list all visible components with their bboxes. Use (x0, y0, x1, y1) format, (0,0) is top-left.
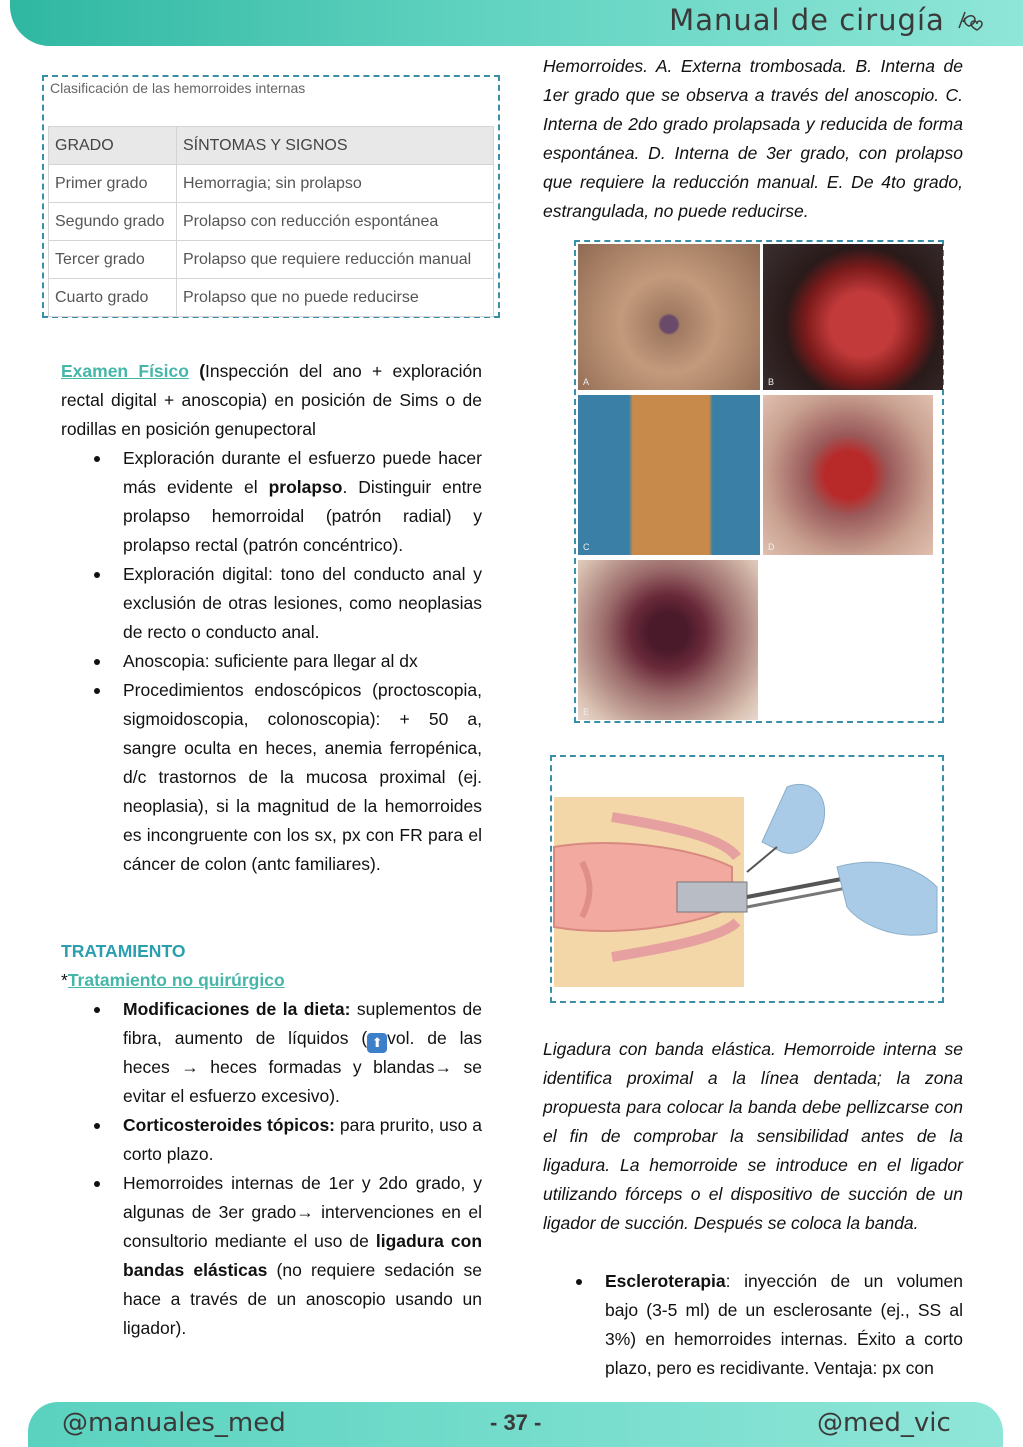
figure2-caption: Ligadura con banda elástica. Hemorroide interna se identifica proximal a la línea dentada; la zona propuesta para colocar la banda debe pellizcarse con el fin de comprobar la sensibilidad antes de la ligadura. La hemorroide se introduce en el ligador utilizando fórceps o el dispositivo de succión de un ligador de succión. Después se coloca la banda. (543, 1039, 963, 1233)
photo-label: A (583, 377, 590, 387)
list-item: Hemorroides internas de 1er y 2do grado, y algunas de 3er grado→ intervenciones en el consultorio mediante el uso de ligadura con bandas elásticas (no requiere sedación se hace a través de un anoscopio usando un ligador). (61, 1169, 482, 1343)
sclerotherapy-section (543, 1267, 963, 1383)
header-cell: GRADO (49, 127, 177, 165)
footer-handle-left: @manuales_med (62, 1408, 286, 1438)
table-row (49, 279, 494, 317)
grade-cell: Tercer grado (49, 241, 177, 279)
photo-label: D (768, 542, 775, 552)
exam-title-link[interactable]: Examen Físico (61, 361, 189, 381)
list-item: Escleroterapia: inyección de un volumen bajo (3-5 ml) de un esclerosante (ej., SS al 3%) en hemorroides internas. Éxito a corto plazo, pero es recidivante. Ventaja: px con (543, 1267, 963, 1383)
photo-label: E (583, 707, 590, 717)
table-row (49, 241, 494, 279)
heart-signature-icon (955, 8, 983, 32)
footer-handle-right: @med_vic (817, 1408, 951, 1438)
photo-c (578, 395, 760, 555)
symptom-cell: Prolapso que no puede reducirse (177, 279, 494, 317)
symptom-cell: Prolapso con reducción espontánea (177, 203, 494, 241)
photo-d (763, 395, 933, 555)
page-number: - 37 - (490, 1410, 542, 1435)
table-caption: Clasificación de las hemorroides internas (50, 80, 306, 96)
classification-table (48, 126, 494, 317)
band-ligation-illustration (550, 755, 944, 1003)
exam-list (61, 444, 482, 879)
photo-a (578, 244, 760, 390)
list-item: Procedimientos endoscópicos (proctoscopia, sigmoidoscopia, colonoscopia): + 50 a, sangre oculta en heces, anemia ferropénica, d/c trastornos de la mucosa proximal (ej. neoplasia), si la magnitud de la hemorroides es incongruente con los sx, px con FR para el cáncer de colon (antc familiares). (61, 676, 482, 879)
table-row (49, 203, 494, 241)
treatment-list (61, 995, 482, 1343)
list-item: Modificaciones de la dieta: suplementos de fibra, aumento de líquidos ( ⬆ vol. de las heces → heces formadas y blandas→ se evitar el esfuerzo excesivo). (61, 995, 482, 1111)
exam-section (61, 357, 482, 879)
grade-cell: Segundo grado (49, 203, 177, 241)
treatment-title: TRATAMIENTO (61, 941, 186, 961)
exam-intro-text: Inspección del ano + exploración rectal digital + anoscopia) en posición de Sims o de rodillas en posición genupectoral (61, 361, 482, 439)
symptom-cell: Hemorragia; sin prolapso (177, 165, 494, 203)
figure1-caption: Hemorroides. A. Externa trombosada. B. Interna de 1er grado que se observa a través del anoscopio. C. Interna de 2do grado prolapsada y reducida de forma espontánea. D. Interna de 3er grado, con prolapso que requiere la reducción manual. E. De 4to grado, estrangulada, no puede reducirse. (543, 56, 963, 221)
sclerotherapy-list (543, 1267, 963, 1383)
photo-b (763, 244, 943, 390)
header-cell: SÍNTOMAS Y SIGNOS (177, 127, 494, 165)
exam-paren: ( (188, 361, 206, 381)
up-arrow-icon: ⬆ (367, 1033, 387, 1053)
grade-cell: Cuarto grado (49, 279, 177, 317)
list-item: Anoscopia: suficiente para llegar al dx (61, 647, 482, 676)
treatment-subtitle: *Tratamiento no quirúrgico (61, 970, 285, 990)
non-surgical-link[interactable]: Tratamiento no quirúrgico (67, 970, 285, 990)
list-item: Corticosteroides tópicos: para prurito, uso a corto plazo. (61, 1111, 482, 1169)
page-title: Manual de cirugía (669, 3, 983, 37)
list-item: Exploración durante el esfuerzo puede hacer más evidente el prolapso. Distinguir entre prolapso hemorroidal (patrón radial) y prolapso rectal (patrón concéntrico). (61, 444, 482, 560)
table-header-row (49, 127, 494, 165)
symptom-cell: Prolapso que requiere reducción manual (177, 241, 494, 279)
treatment-section (61, 937, 482, 1343)
photo-label: C (583, 542, 590, 552)
hemorrhoid-photo-grid (574, 240, 944, 723)
photo-e (578, 560, 758, 720)
ligation-drawing (552, 757, 942, 1001)
photo-label: B (768, 377, 775, 387)
grade-cell: Primer grado (49, 165, 177, 203)
table-row (49, 165, 494, 203)
list-item: Exploración digital: tono del conducto anal y exclusión de otras lesiones, como neoplasias de recto o conducto anal. (61, 560, 482, 647)
exam-intro (61, 357, 482, 444)
